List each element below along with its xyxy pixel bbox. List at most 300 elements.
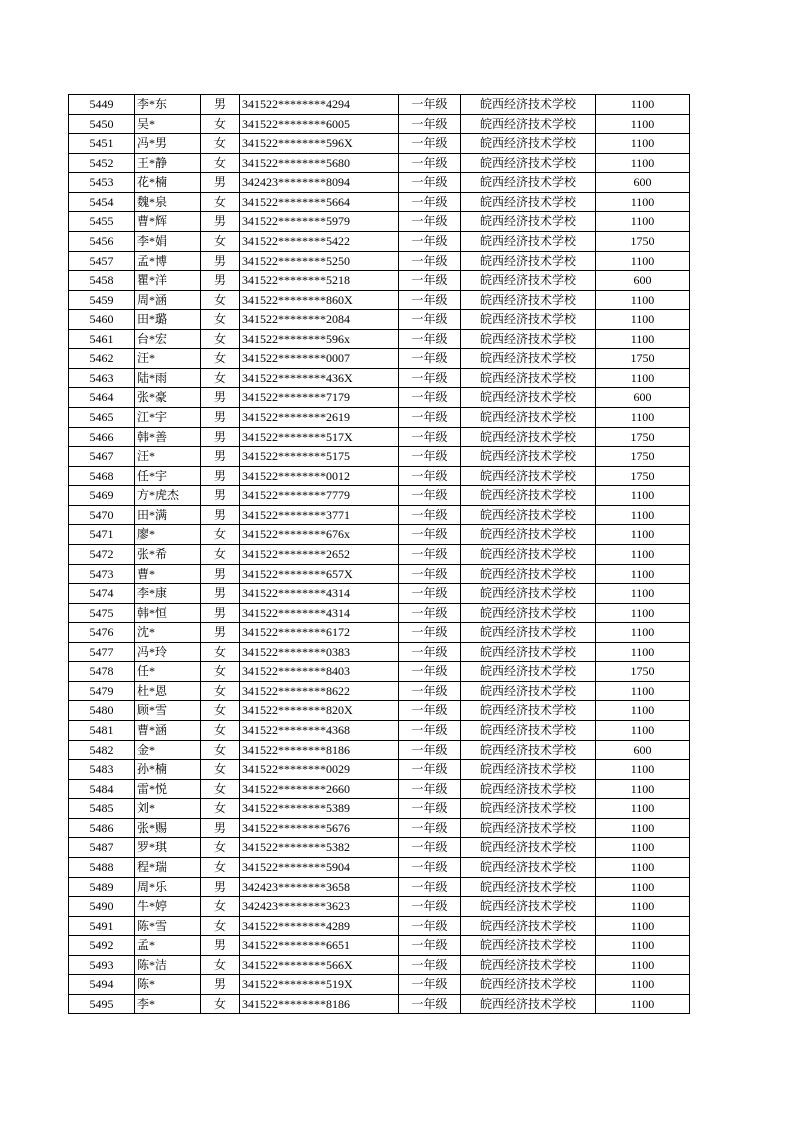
- cell-amount: 1100: [596, 623, 690, 643]
- cell-id-number: 341522********596X: [240, 134, 399, 154]
- cell-grade: 一年级: [399, 916, 461, 936]
- cell-serial: 5491: [69, 916, 135, 936]
- cell-gender: 女: [201, 231, 240, 251]
- table-row: [69, 623, 690, 643]
- cell-grade: 一年级: [399, 818, 461, 838]
- table-row: [69, 877, 690, 897]
- cell-gender: 男: [201, 486, 240, 506]
- cell-id-number: 341522********517X: [240, 427, 399, 447]
- cell-gender: 女: [201, 329, 240, 349]
- table-row: [69, 408, 690, 428]
- table-row: [69, 701, 690, 721]
- cell-amount: 1100: [596, 760, 690, 780]
- cell-school: 皖西经济技术学校: [461, 603, 596, 623]
- cell-name: 杜*恩: [135, 681, 201, 701]
- cell-amount: 1100: [596, 818, 690, 838]
- cell-gender: 女: [201, 368, 240, 388]
- cell-name: 冯*男: [135, 134, 201, 154]
- cell-gender: 男: [201, 936, 240, 956]
- cell-grade: 一年级: [399, 192, 461, 212]
- cell-amount: 1100: [596, 505, 690, 525]
- cell-serial: 5492: [69, 936, 135, 956]
- cell-school: 皖西经济技术学校: [461, 173, 596, 193]
- cell-serial: 5459: [69, 290, 135, 310]
- table-row: [69, 525, 690, 545]
- cell-id-number: 341522********7179: [240, 388, 399, 408]
- cell-grade: 一年级: [399, 114, 461, 134]
- cell-school: 皖西经济技术学校: [461, 192, 596, 212]
- cell-serial: 5455: [69, 212, 135, 232]
- cell-school: 皖西经济技术学校: [461, 897, 596, 917]
- cell-name: 李*康: [135, 584, 201, 604]
- cell-grade: 一年级: [399, 721, 461, 741]
- cell-id-number: 341522********7779: [240, 486, 399, 506]
- cell-amount: 1100: [596, 799, 690, 819]
- cell-id-number: 342423********3658: [240, 877, 399, 897]
- cell-id-number: 341522********0012: [240, 466, 399, 486]
- cell-id-number: 341522********436X: [240, 368, 399, 388]
- table-row: [69, 447, 690, 467]
- cell-name: 顾*雪: [135, 701, 201, 721]
- cell-id-number: 341522********4289: [240, 916, 399, 936]
- cell-name: 汪*: [135, 447, 201, 467]
- table-row: [69, 505, 690, 525]
- cell-gender: 女: [201, 994, 240, 1014]
- cell-grade: 一年级: [399, 212, 461, 232]
- cell-gender: 男: [201, 427, 240, 447]
- cell-school: 皖西经济技术学校: [461, 114, 596, 134]
- cell-id-number: 341522********8186: [240, 994, 399, 1014]
- cell-serial: 5490: [69, 897, 135, 917]
- cell-gender: 男: [201, 251, 240, 271]
- cell-id-number: 341522********5680: [240, 153, 399, 173]
- cell-gender: 女: [201, 760, 240, 780]
- cell-id-number: 342423********8094: [240, 173, 399, 193]
- table-row: [69, 251, 690, 271]
- cell-name: 田*满: [135, 505, 201, 525]
- cell-serial: 5467: [69, 447, 135, 467]
- cell-name: 周*涵: [135, 290, 201, 310]
- cell-id-number: 341522********657X: [240, 564, 399, 584]
- cell-serial: 5480: [69, 701, 135, 721]
- cell-id-number: 341522********5389: [240, 799, 399, 819]
- cell-gender: 女: [201, 525, 240, 545]
- cell-name: 孟*博: [135, 251, 201, 271]
- cell-serial: 5474: [69, 584, 135, 604]
- cell-school: 皖西经济技术学校: [461, 329, 596, 349]
- cell-id-number: 341522********0029: [240, 760, 399, 780]
- cell-id-number: 341522********6651: [240, 936, 399, 956]
- cell-grade: 一年级: [399, 681, 461, 701]
- cell-name: 廖*: [135, 525, 201, 545]
- table-row: [69, 290, 690, 310]
- cell-amount: 1100: [596, 721, 690, 741]
- table-row: [69, 368, 690, 388]
- cell-amount: 1100: [596, 584, 690, 604]
- cell-name: 张*赐: [135, 818, 201, 838]
- cell-school: 皖西经济技术学校: [461, 584, 596, 604]
- cell-serial: 5452: [69, 153, 135, 173]
- cell-school: 皖西经济技术学校: [461, 251, 596, 271]
- cell-id-number: 342423********3623: [240, 897, 399, 917]
- cell-id-number: 341522********519X: [240, 975, 399, 995]
- cell-school: 皖西经济技术学校: [461, 779, 596, 799]
- cell-serial: 5477: [69, 642, 135, 662]
- cell-serial: 5457: [69, 251, 135, 271]
- cell-grade: 一年级: [399, 642, 461, 662]
- table-row: [69, 544, 690, 564]
- cell-amount: 1750: [596, 447, 690, 467]
- cell-serial: 5465: [69, 408, 135, 428]
- cell-name: 刘*: [135, 799, 201, 819]
- cell-name: 陈*洁: [135, 955, 201, 975]
- cell-serial: 5453: [69, 173, 135, 193]
- cell-gender: 男: [201, 975, 240, 995]
- cell-id-number: 341522********5422: [240, 231, 399, 251]
- cell-grade: 一年级: [399, 408, 461, 428]
- table-row: [69, 936, 690, 956]
- cell-school: 皖西经济技术学校: [461, 231, 596, 251]
- cell-grade: 一年级: [399, 505, 461, 525]
- cell-name: 吴*: [135, 114, 201, 134]
- cell-id-number: 341522********5218: [240, 271, 399, 291]
- cell-gender: 男: [201, 877, 240, 897]
- cell-grade: 一年级: [399, 760, 461, 780]
- table-row: [69, 857, 690, 877]
- cell-school: 皖西经济技术学校: [461, 525, 596, 545]
- cell-school: 皖西经济技术学校: [461, 447, 596, 467]
- cell-gender: 女: [201, 740, 240, 760]
- cell-school: 皖西经济技术学校: [461, 290, 596, 310]
- cell-name: 张*希: [135, 544, 201, 564]
- cell-gender: 男: [201, 818, 240, 838]
- cell-amount: 1100: [596, 564, 690, 584]
- cell-grade: 一年级: [399, 740, 461, 760]
- cell-school: 皖西经济技术学校: [461, 427, 596, 447]
- cell-school: 皖西经济技术学校: [461, 662, 596, 682]
- cell-amount: 1100: [596, 916, 690, 936]
- table-row: [69, 975, 690, 995]
- cell-grade: 一年级: [399, 936, 461, 956]
- cell-gender: 女: [201, 721, 240, 741]
- table-row: [69, 916, 690, 936]
- cell-serial: 5458: [69, 271, 135, 291]
- cell-amount: 1100: [596, 368, 690, 388]
- cell-name: 程*瑞: [135, 857, 201, 877]
- cell-school: 皖西经济技术学校: [461, 721, 596, 741]
- table-row: [69, 740, 690, 760]
- cell-serial: 5482: [69, 740, 135, 760]
- cell-name: 张*豪: [135, 388, 201, 408]
- cell-gender: 男: [201, 603, 240, 623]
- cell-gender: 女: [201, 349, 240, 369]
- cell-gender: 男: [201, 466, 240, 486]
- cell-name: 李*娟: [135, 231, 201, 251]
- cell-id-number: 341522********2084: [240, 310, 399, 330]
- cell-name: 魏*泉: [135, 192, 201, 212]
- table-row: [69, 388, 690, 408]
- cell-gender: 女: [201, 290, 240, 310]
- cell-id-number: 341522********5676: [240, 818, 399, 838]
- cell-grade: 一年级: [399, 427, 461, 447]
- cell-gender: 女: [201, 779, 240, 799]
- table-row: [69, 114, 690, 134]
- table-row: [69, 192, 690, 212]
- table-row: [69, 173, 690, 193]
- cell-id-number: 341522********4314: [240, 584, 399, 604]
- cell-school: 皖西经济技术学校: [461, 153, 596, 173]
- cell-amount: 1100: [596, 701, 690, 721]
- cell-grade: 一年级: [399, 955, 461, 975]
- table-row: [69, 349, 690, 369]
- cell-id-number: 341522********5904: [240, 857, 399, 877]
- cell-gender: 女: [201, 799, 240, 819]
- cell-gender: 女: [201, 642, 240, 662]
- cell-serial: 5484: [69, 779, 135, 799]
- cell-serial: 5481: [69, 721, 135, 741]
- cell-serial: 5476: [69, 623, 135, 643]
- cell-id-number: 341522********6172: [240, 623, 399, 643]
- cell-serial: 5463: [69, 368, 135, 388]
- cell-school: 皖西经济技术学校: [461, 916, 596, 936]
- cell-amount: 1100: [596, 779, 690, 799]
- cell-amount: 1100: [596, 310, 690, 330]
- cell-gender: 女: [201, 544, 240, 564]
- cell-amount: 1100: [596, 251, 690, 271]
- cell-gender: 女: [201, 681, 240, 701]
- cell-gender: 女: [201, 916, 240, 936]
- table-row: [69, 642, 690, 662]
- cell-grade: 一年级: [399, 525, 461, 545]
- table-row: [69, 721, 690, 741]
- table-row: [69, 231, 690, 251]
- cell-serial: 5493: [69, 955, 135, 975]
- cell-name: 曹*辉: [135, 212, 201, 232]
- table-row: [69, 95, 690, 115]
- cell-amount: 1750: [596, 466, 690, 486]
- cell-id-number: 341522********820X: [240, 701, 399, 721]
- cell-grade: 一年级: [399, 231, 461, 251]
- table-row: [69, 271, 690, 291]
- cell-grade: 一年级: [399, 623, 461, 643]
- cell-name: 任*宇: [135, 466, 201, 486]
- cell-serial: 5473: [69, 564, 135, 584]
- cell-grade: 一年级: [399, 251, 461, 271]
- cell-amount: 1750: [596, 662, 690, 682]
- cell-gender: 男: [201, 564, 240, 584]
- cell-serial: 5487: [69, 838, 135, 858]
- cell-amount: 1100: [596, 408, 690, 428]
- cell-gender: 男: [201, 623, 240, 643]
- cell-grade: 一年级: [399, 994, 461, 1014]
- cell-gender: 女: [201, 114, 240, 134]
- cell-grade: 一年级: [399, 466, 461, 486]
- cell-school: 皖西经济技术学校: [461, 505, 596, 525]
- cell-grade: 一年级: [399, 799, 461, 819]
- cell-grade: 一年级: [399, 310, 461, 330]
- cell-serial: 5471: [69, 525, 135, 545]
- table-row: [69, 134, 690, 154]
- cell-school: 皖西经济技术学校: [461, 466, 596, 486]
- cell-id-number: 341522********4314: [240, 603, 399, 623]
- cell-gender: 男: [201, 95, 240, 115]
- cell-serial: 5483: [69, 760, 135, 780]
- cell-id-number: 341522********0007: [240, 349, 399, 369]
- cell-serial: 5454: [69, 192, 135, 212]
- cell-id-number: 341522********4294: [240, 95, 399, 115]
- cell-grade: 一年级: [399, 95, 461, 115]
- cell-gender: 男: [201, 212, 240, 232]
- cell-name: 任*: [135, 662, 201, 682]
- cell-amount: 1100: [596, 290, 690, 310]
- cell-grade: 一年级: [399, 584, 461, 604]
- cell-amount: 1100: [596, 95, 690, 115]
- cell-amount: 1100: [596, 681, 690, 701]
- cell-name: 李*: [135, 994, 201, 1014]
- cell-name: 方*虎杰: [135, 486, 201, 506]
- cell-school: 皖西经济技术学校: [461, 408, 596, 428]
- cell-amount: 1100: [596, 525, 690, 545]
- cell-grade: 一年级: [399, 662, 461, 682]
- cell-serial: 5464: [69, 388, 135, 408]
- cell-id-number: 341522********2619: [240, 408, 399, 428]
- cell-school: 皖西经济技术学校: [461, 544, 596, 564]
- cell-serial: 5470: [69, 505, 135, 525]
- cell-amount: 1100: [596, 192, 690, 212]
- table-row: [69, 212, 690, 232]
- cell-grade: 一年级: [399, 897, 461, 917]
- cell-amount: 1100: [596, 114, 690, 134]
- cell-school: 皖西经济技术学校: [461, 681, 596, 701]
- cell-amount: 1100: [596, 857, 690, 877]
- table-row: [69, 681, 690, 701]
- cell-serial: 5479: [69, 681, 135, 701]
- cell-name: 陈*: [135, 975, 201, 995]
- cell-id-number: 341522********860X: [240, 290, 399, 310]
- cell-serial: 5475: [69, 603, 135, 623]
- cell-name: 沈*: [135, 623, 201, 643]
- cell-amount: 1100: [596, 975, 690, 995]
- table-row: [69, 427, 690, 447]
- table-row: [69, 760, 690, 780]
- cell-serial: 5460: [69, 310, 135, 330]
- cell-serial: 5486: [69, 818, 135, 838]
- cell-name: 孟*: [135, 936, 201, 956]
- cell-school: 皖西经济技术学校: [461, 975, 596, 995]
- cell-id-number: 341522********8403: [240, 662, 399, 682]
- table-row: [69, 486, 690, 506]
- cell-grade: 一年级: [399, 271, 461, 291]
- cell-school: 皖西经济技术学校: [461, 799, 596, 819]
- cell-amount: 1100: [596, 877, 690, 897]
- cell-school: 皖西经济技术学校: [461, 271, 596, 291]
- cell-name: 台*宏: [135, 329, 201, 349]
- cell-amount: 1100: [596, 212, 690, 232]
- cell-name: 汪*: [135, 349, 201, 369]
- cell-name: 陈*雪: [135, 916, 201, 936]
- cell-school: 皖西经济技术学校: [461, 955, 596, 975]
- cell-name: 韩*善: [135, 427, 201, 447]
- cell-school: 皖西经济技术学校: [461, 760, 596, 780]
- cell-gender: 男: [201, 447, 240, 467]
- student-aid-table: [68, 94, 690, 1014]
- table-row: [69, 466, 690, 486]
- cell-id-number: 341522********5979: [240, 212, 399, 232]
- cell-amount: 1750: [596, 349, 690, 369]
- cell-name: 陆*雨: [135, 368, 201, 388]
- cell-name: 田*璐: [135, 310, 201, 330]
- cell-name: 花*楠: [135, 173, 201, 193]
- cell-grade: 一年级: [399, 877, 461, 897]
- cell-amount: 1750: [596, 427, 690, 447]
- cell-school: 皖西经济技术学校: [461, 349, 596, 369]
- cell-serial: 5489: [69, 877, 135, 897]
- cell-school: 皖西经济技术学校: [461, 310, 596, 330]
- table-row: [69, 838, 690, 858]
- cell-school: 皖西经济技术学校: [461, 388, 596, 408]
- cell-school: 皖西经济技术学校: [461, 838, 596, 858]
- cell-id-number: 341522********5382: [240, 838, 399, 858]
- cell-grade: 一年级: [399, 779, 461, 799]
- cell-name: 孙*楠: [135, 760, 201, 780]
- cell-amount: 1100: [596, 329, 690, 349]
- cell-grade: 一年级: [399, 447, 461, 467]
- cell-serial: 5461: [69, 329, 135, 349]
- table-row: [69, 662, 690, 682]
- cell-id-number: 341522********3771: [240, 505, 399, 525]
- cell-grade: 一年级: [399, 564, 461, 584]
- table-body: [69, 95, 690, 1014]
- cell-name: 冯*玲: [135, 642, 201, 662]
- cell-id-number: 341522********4368: [240, 721, 399, 741]
- cell-serial: 5468: [69, 466, 135, 486]
- cell-id-number: 341522********0383: [240, 642, 399, 662]
- cell-name: 瞿*洋: [135, 271, 201, 291]
- cell-school: 皖西经济技术学校: [461, 701, 596, 721]
- cell-name: 曹*涵: [135, 721, 201, 741]
- cell-amount: 1100: [596, 955, 690, 975]
- cell-id-number: 341522********8622: [240, 681, 399, 701]
- cell-id-number: 341522********596x: [240, 329, 399, 349]
- cell-gender: 男: [201, 388, 240, 408]
- cell-serial: 5462: [69, 349, 135, 369]
- cell-serial: 5485: [69, 799, 135, 819]
- cell-id-number: 341522********8186: [240, 740, 399, 760]
- table-row: [69, 153, 690, 173]
- cell-amount: 600: [596, 173, 690, 193]
- cell-gender: 女: [201, 134, 240, 154]
- cell-grade: 一年级: [399, 290, 461, 310]
- cell-school: 皖西经济技术学校: [461, 623, 596, 643]
- table-row: [69, 779, 690, 799]
- cell-grade: 一年级: [399, 857, 461, 877]
- table-row: [69, 897, 690, 917]
- cell-amount: 1100: [596, 544, 690, 564]
- cell-id-number: 341522********5250: [240, 251, 399, 271]
- cell-amount: 1100: [596, 134, 690, 154]
- cell-id-number: 341522********2652: [240, 544, 399, 564]
- cell-serial: 5469: [69, 486, 135, 506]
- cell-name: 韩*恒: [135, 603, 201, 623]
- cell-amount: 1100: [596, 642, 690, 662]
- cell-gender: 男: [201, 173, 240, 193]
- cell-name: 周*乐: [135, 877, 201, 897]
- table-row: [69, 818, 690, 838]
- cell-gender: 女: [201, 838, 240, 858]
- cell-grade: 一年级: [399, 486, 461, 506]
- cell-gender: 男: [201, 408, 240, 428]
- table-row: [69, 799, 690, 819]
